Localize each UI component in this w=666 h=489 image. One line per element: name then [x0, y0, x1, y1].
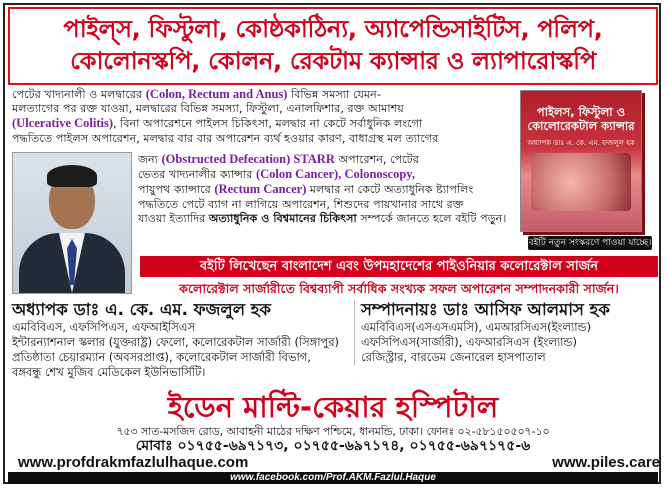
- credential-line: রেজিস্ট্রার, বারডেম জেনারেল হাসপাতাল: [361, 350, 546, 364]
- credential-line: বঙ্গবন্ধু শেখ মুজিব মেডিকেল ইউনিভার্সিটি।: [12, 365, 206, 379]
- english-term: (Obstructed Defecation) STARR: [161, 152, 335, 166]
- credential-line: এমবিবিএস, এফসিপিএস, এফআইসিএস: [12, 320, 195, 334]
- author-credentials: [12, 300, 348, 380]
- text: মলদ্বার না কেটে অত্যাধুনিক ষ্ট্যাপলিং: [306, 183, 474, 197]
- text: ভেতর খাদ্যনালীর ক্যান্সার: [138, 168, 256, 182]
- anatomy-illustration: [531, 153, 631, 211]
- text: সম্পর্কে জানতে হলে বইটি পড়ুন।: [356, 211, 507, 225]
- headline-line-2: কোলোনস্কপি, কোলন, রেকটাম ক্যান্সার ও ল্যাপারোস্কপি: [70, 47, 596, 75]
- text: পদ্ধতিতে পাইলস অপারেশন, মলদ্বার বার বার অপারেশন ব্যর্থ হওয়ার কারণ, বাধাগ্রস্থ মল ত্যাগের: [12, 131, 439, 145]
- editor-name: সম্পাদনায়ঃ ডাঃ আসিফ আলমাস হক: [361, 300, 610, 319]
- hair-shape: [47, 165, 97, 187]
- editor-credentials: [354, 300, 661, 365]
- text: বিভিন্ন সমস্যা যেমন-: [287, 88, 381, 101]
- english-term: (Ulcerative Colitis): [12, 116, 114, 131]
- headline-line-1: পাইল্‌স, ফিস্টুলা, কোষ্ঠকাঠিন্য, অ্যাপেন্ডিসাইটিস, পলিপ,: [63, 15, 603, 43]
- text: , বিনা অপারেশনে পাইলস চিকিৎসা, মলদ্বার না কেটে সর্বাধুনিক লংগো: [113, 117, 423, 131]
- book-cover-image: [520, 90, 642, 232]
- text: পেটের খাদ্যনালী ও মলদ্বারের: [12, 88, 146, 101]
- author-banner: বইটি লিখেছেন বাংলাদেশ এবং উপমহাদেশের পাইওনিয়ার কলোরেক্টাল সার্জন: [140, 256, 658, 277]
- english-term: (Rectum Cancer): [214, 182, 307, 197]
- description-bottom: [138, 152, 516, 226]
- text: পদ্ধতিতে পেটে ব্যাগ না লাগিয়ে অপারেশন, শিশুদের পায়খানার সাথে রক্ত: [138, 197, 464, 211]
- english-term: (Colon, Rectum and Anus): [145, 87, 288, 101]
- hospital-address: ৭৫৩ সাত-মসজিদ রোড, আবাহনী মাঠের দক্ষিণ পশ্চিমে, ধানমন্ডি, ঢাকা। ফোনঃ ০২-৫৮১৫০৫০৭-১০: [116, 425, 550, 438]
- english-term: (Colon Cancer), Colonoscopy,: [255, 167, 415, 182]
- text: পায়ুপথ ক্যান্সারে: [138, 183, 215, 197]
- website-link-piles[interactable]: www.piles.care: [552, 454, 660, 471]
- description-top: [12, 87, 512, 146]
- doctor-photo: [12, 152, 132, 294]
- facebook-link[interactable]: www.facebook.com/Prof.AKM.Fazlul.Haque: [8, 472, 658, 484]
- hospital-name: ইডেন মাল্টি-কেয়ার হস্পিটাল: [167, 390, 499, 424]
- text: জন্য: [138, 153, 162, 166]
- headline-box: [8, 7, 658, 85]
- book-author: অধ্যাপক ডাঃ এ. কে. এম. ফজলুল হক: [527, 139, 635, 147]
- surgeon-tagline: কলোরেক্টাল সার্জারীতে বিশ্বব্যাপী সর্বাধিক সংখ্যক সফল অপারেশন সম্পাদনকারী সার্জন।: [179, 281, 619, 296]
- new-edition-tag: বইটি নতুন সংস্করণে পাওয়া যাচ্ছে।: [528, 238, 652, 248]
- author-name: অধ্যাপক ডাঃ এ. কে. এম. ফজলুল হক: [12, 300, 271, 319]
- mobile-numbers: মোবাঃ ০১৭৫৫-৬৯৭১৭৩, ০১৭৫৫-৬৯৭১৭৪, ০১৭৫৫-৬৯৭১৭৫-৬: [135, 438, 531, 454]
- credential-line: এমবিবিএস(এসএসএমসি), এমআরসিএস(ইংল্যান্ড): [361, 320, 592, 334]
- credential-line: প্রতিষ্ঠাতা চেয়ারম্যান (অবসরপ্রাপ্ত), কলোরেকটাল সার্জারী বিভাগ,: [12, 350, 311, 364]
- highlight: অত্যাধুনিক ও বিশ্বমানের চিকিৎসা: [208, 211, 357, 225]
- text: অপারেশন, পেটের: [334, 153, 419, 166]
- credential-line: এফসিপিএস(সার্জারী), এফআরসিএস (ইংল্যান্ড): [361, 335, 577, 349]
- website-link[interactable]: www.profdrakmfazlulhaque.com: [18, 454, 249, 471]
- book-title: পাইলস, ফিস্টুলা ও কোলোরেকটাল ক্যান্সার: [527, 105, 635, 133]
- text: যাওয়া ইত্যাদির: [138, 211, 209, 225]
- credential-line: ইন্টারন্যাশনাল স্কলার (যুক্তরাষ্ট্র) ফেলো, কলোরেকটাল সার্জারী (সিঙ্গাপুর): [12, 335, 339, 349]
- text: মলত্যাগের পর রক্ত যাওয়া, মলদ্বারের বিভিন্ন সমস্যা, ফিস্টুলা, এনালফিশার, রক্ত আমাশয়: [12, 102, 404, 116]
